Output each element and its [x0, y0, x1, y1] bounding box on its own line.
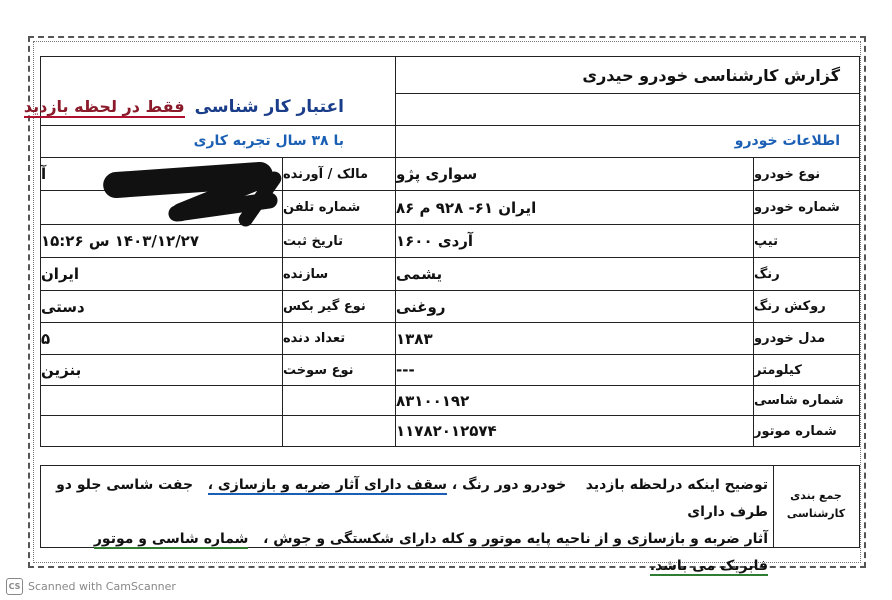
camscanner-text: Scanned with CamScanner [28, 580, 176, 593]
validity-prefix: اعتبار کار شناسی [194, 97, 344, 117]
registration-date-value: ۱۴۰۳/۱۲/۲۷ س ۱۵:۲۶ [41, 232, 199, 250]
table-right-line [859, 56, 860, 447]
summary-line-1 [46, 472, 768, 526]
phone-label: شماره تلفن [283, 200, 361, 215]
summary-line1-a: توضیح اینکه درلحظه بازدید [585, 477, 768, 493]
mileage-label: کیلومتر [754, 362, 802, 378]
summary-label: جمع بندی کارشناسی [786, 489, 846, 520]
paint-coating-label: روکش رنگ [754, 299, 826, 314]
plate-number-label: شماره خودرو [754, 200, 840, 215]
model-year-label: مدل خودرو [754, 331, 826, 346]
fuel-type-label: نوع سوخت [283, 362, 354, 378]
summary-separator [773, 465, 774, 548]
validity-highlight: فقط در لحظه بازدید [23, 96, 185, 116]
manufacturer-value: ایران [41, 265, 80, 283]
model-year-value: ۱۳۸۳ [396, 329, 433, 348]
color-value: یشمی [396, 265, 443, 283]
validity-note [23, 90, 344, 124]
gears-count-value: ۵ [41, 329, 51, 348]
summary-line-2 [46, 526, 768, 580]
vehicle-info-heading: اطلاعات خودرو [734, 133, 840, 149]
experience-note: با ۳۸ سال تجربه کاری [193, 133, 344, 149]
fuel-type-value: بنزین [41, 361, 82, 379]
registration-date-label: تاریخ ثبت [283, 233, 343, 249]
report-title: گزارش کارشناسی خودرو حیدری [582, 65, 840, 85]
summary-line1-d: جفت شاسی جلو دو طرف دارای [56, 477, 768, 520]
color-label: رنگ [754, 266, 780, 282]
table-bottom-line [40, 446, 860, 447]
gears-count-label: تعداد دنده [283, 331, 346, 346]
table-top-line [40, 56, 860, 57]
trim-label: تیپ [754, 233, 778, 249]
engine-number-value: ۱۱۷۸۲۰۱۲۵۷۴ [396, 422, 497, 440]
summary-line1-c: سقف دارای آثار ضربه و بازسازی ، [207, 477, 448, 493]
paint-coating-value: روغنی [396, 297, 446, 316]
summary-right-line [859, 465, 860, 548]
summary-line2: آثار ضربه و بازسازی و از ناحیه پایه موتور و کله دارای شکستگی و جوش ، [263, 531, 768, 547]
summary-top-line [40, 465, 860, 466]
manufacturer-label: سازنده [283, 266, 329, 282]
summary-line2-b: شماره شاسی و موتور فابریک می باشد. [93, 531, 768, 574]
camscanner-watermark [6, 578, 176, 595]
vehicle-type-label: نوع خودرو [754, 166, 821, 182]
chassis-number-label: شماره شاسی [754, 393, 844, 408]
summary-left-line [40, 465, 41, 548]
engine-number-label: شماره موتور [754, 423, 837, 439]
vehicle-type-value: سواری پژو [396, 165, 478, 183]
gearbox-label: نوع گیر بکس [283, 299, 366, 314]
summary-text [46, 472, 768, 580]
camscanner-logo-icon: CS [6, 578, 23, 595]
gearbox-value: دستی [41, 297, 85, 316]
owner-label: مالک / آورنده [283, 166, 369, 182]
owner-value: آ [41, 165, 47, 183]
trim-value: آردی ۱۶۰۰ [396, 232, 474, 250]
chassis-number-value: ۸۳۱۰۰۱۹۲ [396, 391, 470, 410]
summary-line1-b: خودرو دور رنگ ، [451, 477, 567, 493]
plate-number-value: ایران ۶۱- ۹۲۸ م ۸۶ [396, 198, 537, 217]
header-divider-right [395, 93, 860, 94]
mileage-value: --- [396, 361, 415, 379]
